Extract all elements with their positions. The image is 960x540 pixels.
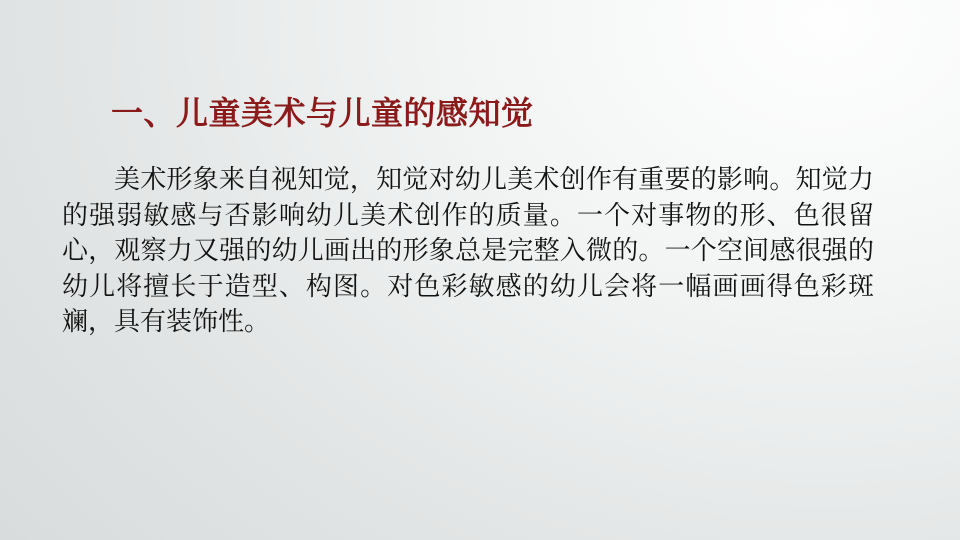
slide-body-text: 美术形象来自视知觉，知觉对幼儿美术创作有重要的影响。知觉力的强弱敏感与否影响幼儿美术创作的质量。一个对事物的形、色很留心，观察力又强的幼儿画出的形象总是完整入微的。一个空间感很强的幼儿将擅长于造型、构图。对色彩敏感的幼儿会将一幅画画得色彩斑斓，具有装饰性。 <box>62 164 874 336</box>
slide-title: 一、儿童美术与儿童的感知觉 <box>111 95 534 131</box>
